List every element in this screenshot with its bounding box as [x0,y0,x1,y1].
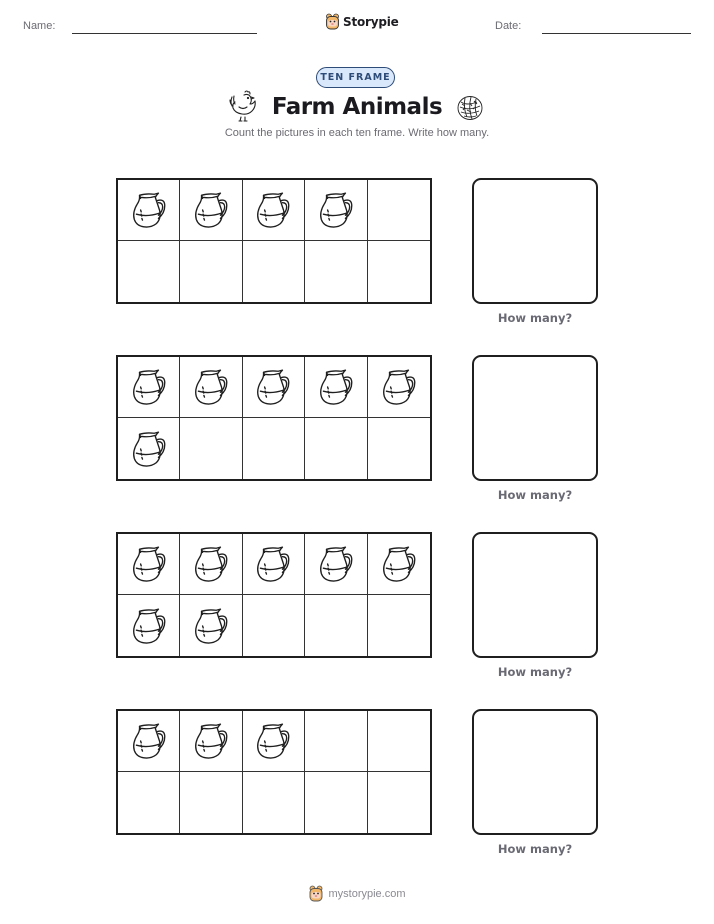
ten-frame-cell [368,534,430,595]
ten-frame-cell [243,534,305,595]
ten-frame-cell [368,711,430,772]
milk-jug-icon [191,605,231,647]
brand-name: Storypie [343,14,399,29]
footer-url: mystorypie.com [328,887,406,900]
ten-frame-cell [305,241,367,302]
ten-frame-4 [116,709,432,835]
ten-frame-cell [368,418,430,479]
date-label: Date: [495,20,522,32]
ten-frame-cell [180,711,242,772]
ten-frame-cell [118,534,180,595]
ten-frame-cell [305,711,367,772]
milk-jug-icon [129,605,169,647]
milk-jug-icon [316,543,356,585]
page-title: Farm Animals [271,94,443,120]
answer-box-3[interactable] [472,532,598,658]
answer-box-4[interactable] [472,709,598,835]
ten-frame-cell [118,241,180,302]
ten-frame-cell [243,772,305,833]
ten-frame-cell [368,772,430,833]
ten-frame-cell [305,534,367,595]
milk-jug-icon [191,189,231,231]
milk-jug-icon [191,543,231,585]
ten-frame-cell [243,357,305,418]
footer [0,885,714,902]
ten-frame-cell [368,241,430,302]
ten-frame-cell [118,772,180,833]
storypie-mascot-icon [308,885,324,902]
ten-frame-cell [118,418,180,479]
name-line[interactable] [72,33,257,34]
milk-jug-icon [129,543,169,585]
ten-frame-cell [305,772,367,833]
ten-frame-cell [368,180,430,241]
milk-jug-icon [253,543,293,585]
name-label: Name: [23,20,56,32]
ten-frame-cell [305,180,367,241]
milk-jug-icon [191,366,231,408]
ten-frame-cell [368,357,430,418]
milk-jug-icon [253,366,293,408]
milk-jug-icon [379,366,419,408]
milk-jug-icon [129,366,169,408]
ten-frame-cell [305,595,367,656]
ten-frame-cell [305,418,367,479]
ten-frame-2 [116,355,432,481]
how-many-label-1: How many? [497,311,573,325]
ten-frame-cell [118,711,180,772]
ten-frame-cell [118,180,180,241]
ten-frame-cell [118,357,180,418]
milk-jug-icon [129,428,169,470]
ten-frame-cell [243,418,305,479]
ten-frame-cell [243,241,305,302]
milk-jug-icon [253,720,293,762]
ten-frame-cell [180,418,242,479]
milk-jug-icon [129,720,169,762]
ten-frame-1 [116,178,432,304]
hay-bale-icon [456,95,484,121]
instructions: Count the pictures in each ten frame. Write how many. [224,127,490,139]
ten-frame-cell [180,180,242,241]
storypie-mascot-icon [325,13,340,30]
ten-frame-cell [243,711,305,772]
ten-frame-cell [368,595,430,656]
milk-jug-icon [316,189,356,231]
ten-frame-cell [180,241,242,302]
ten-frame-cell [180,595,242,656]
milk-jug-icon [316,366,356,408]
ten-frame-cell [243,180,305,241]
ten-frame-3 [116,532,432,658]
milk-jug-icon [191,720,231,762]
milk-jug-icon [129,189,169,231]
milk-jug-icon [253,189,293,231]
answer-box-2[interactable] [472,355,598,481]
date-line[interactable] [542,33,691,34]
how-many-label-4: How many? [497,842,573,856]
brand-logo [325,13,399,30]
ten-frame-cell [180,772,242,833]
milk-jug-icon [379,543,419,585]
how-many-label-3: How many? [497,665,573,679]
worksheet-type-badge: TEN FRAME [316,67,395,88]
ten-frame-cell [180,534,242,595]
ten-frame-cell [305,357,367,418]
answer-box-1[interactable] [472,178,598,304]
ten-frame-cell [180,357,242,418]
ten-frame-cell [243,595,305,656]
how-many-label-2: How many? [497,488,573,502]
ten-frame-cell [118,595,180,656]
